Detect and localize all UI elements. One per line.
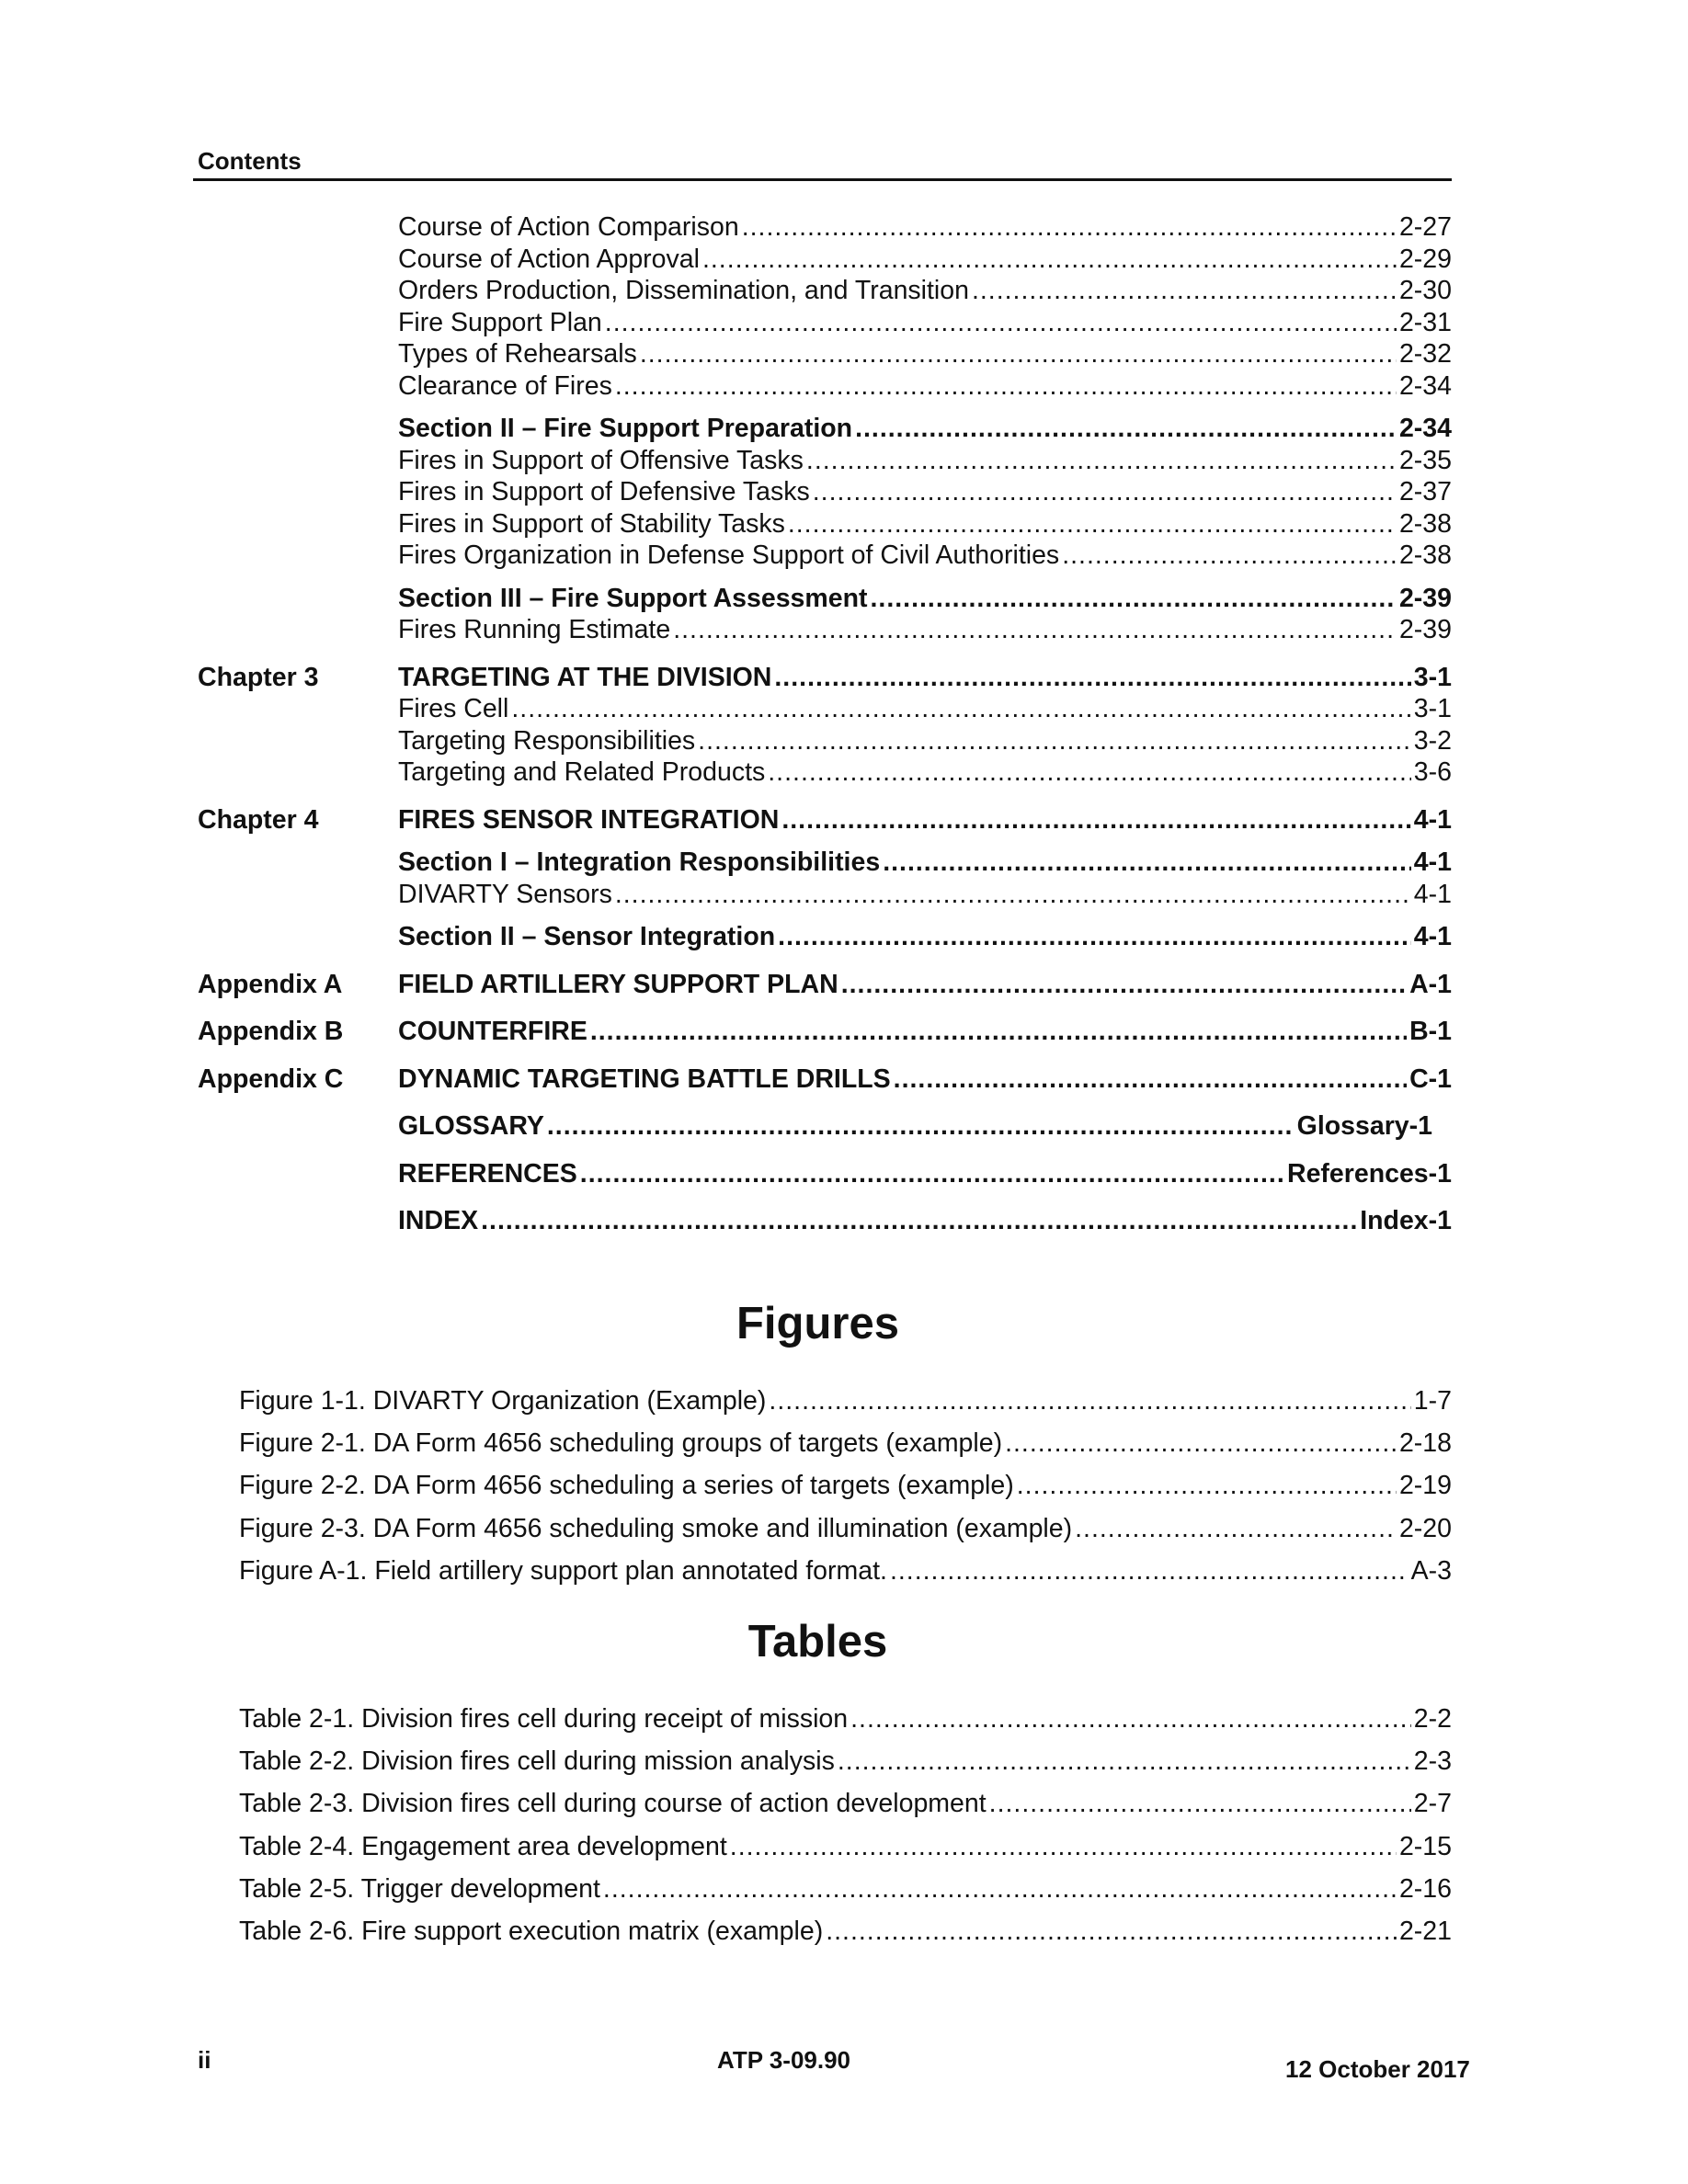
dot-leader [615,879,1411,911]
footer-page-number: ii [198,2046,211,2074]
table-entry[interactable] [239,1698,1452,1740]
toc-entry-label: Chapter 3 [198,662,319,692]
dot-leader [894,1064,1407,1096]
table-of-contents [198,211,1452,1237]
dot-leader [989,1782,1411,1825]
toc-entry-title: TARGETING AT THE DIVISION [398,662,772,692]
dot-leader [511,693,1410,725]
dot-leader [673,614,1397,646]
toc-entry-page: 2-7 [1413,1789,1452,1819]
toc-entry[interactable] [198,211,1452,244]
toc-entry-page: B-1 [1409,1017,1452,1046]
dot-leader [850,1698,1411,1740]
toc-entry-title: Clearance of Fires [398,370,612,401]
toc-entry-page: C-1 [1409,1064,1452,1094]
toc-entry[interactable] [198,662,1452,694]
dot-leader [547,1110,1295,1143]
toc-entry[interactable] [198,413,1452,445]
toc-entry-page: 2-27 [1398,212,1452,242]
toc-entry-page: 3-1 [1413,694,1452,723]
toc-entry-title: Course of Action Comparison [398,212,739,242]
toc-entry-title: Figure 2-3. DA Form 4656 scheduling smoke and illumination (example) [239,1513,1073,1543]
toc-entry-title: Fires Cell [398,694,509,723]
toc-entry-title: Fires Organization in Defense Support of Civil Authorities [398,540,1060,570]
toc-entry-title: Table 2-3. Division fires cell during course of action development [239,1789,987,1819]
dot-leader [730,1826,1397,1868]
toc-entry-title: Fires Running Estimate [398,615,671,644]
toc-entry-page: 2-35 [1398,445,1452,475]
toc-entry-page: 4-1 [1413,847,1452,877]
dot-leader [838,1740,1411,1782]
toc-entry-page: 2-34 [1398,414,1452,443]
toc-entry-title: Fire Support Plan [398,307,602,337]
dot-leader [841,969,1407,1001]
toc-entry-title: Table 2-4. Engagement area development [239,1831,727,1861]
toc-entry-title: Section II – Fire Support Preparation [398,414,853,443]
tables-list [239,1698,1452,1952]
toc-entry-page: 3-1 [1413,662,1452,692]
dot-leader [788,508,1397,540]
dot-leader [774,662,1410,694]
toc-entry-title: FIELD ARTILLERY SUPPORT PLAN [398,969,838,999]
dot-leader [778,921,1411,953]
toc-entry-title: Table 2-2. Division fires cell during mission analysis [239,1746,835,1777]
dot-leader [698,725,1411,757]
toc-entry[interactable] [198,1064,1452,1096]
dot-leader [1062,540,1397,572]
toc-entry-title: Fires in Support of Stability Tasks [398,508,785,539]
toc-entry-title: DYNAMIC TARGETING BATTLE DRILLS [398,1064,891,1094]
table-entry[interactable] [239,1782,1452,1825]
toc-entry-label: Appendix C [198,1064,344,1094]
toc-entry-title: Orders Production, Dissemination, and Transition [398,276,969,305]
dot-leader [890,1550,1409,1592]
figure-entry[interactable] [239,1507,1452,1550]
dot-leader [1075,1507,1397,1550]
dot-leader [826,1910,1397,1952]
toc-entry[interactable] [198,275,1452,307]
toc-entry[interactable] [198,307,1452,339]
toc-entry-title: Fires in Support of Offensive Tasks [398,445,804,475]
dot-leader [590,1016,1407,1048]
toc-entry-page: 1-7 [1413,1386,1452,1416]
toc-entry-page: References-1 [1286,1158,1452,1189]
toc-entry-title: Table 2-6. Fire support execution matrix (example) [239,1916,824,1946]
toc-entry-page: 4-1 [1413,804,1452,835]
dot-leader [481,1205,1357,1237]
dot-leader [781,804,1410,836]
toc-entry[interactable] [198,476,1452,508]
dot-leader [605,307,1397,339]
toc-entry-title: Figure 1-1. DIVARTY Organization (Example) [239,1386,767,1416]
toc-entry[interactable] [198,244,1452,276]
toc-entry-page: 2-34 [1398,370,1452,401]
toc-entry-title: Figure 2-2. DA Form 4656 scheduling a series of targets (example) [239,1471,1014,1501]
toc-entry-title: Course of Action Approval [398,244,700,274]
toc-entry[interactable] [198,693,1452,725]
toc-entry[interactable] [198,338,1452,370]
toc-entry-title: INDEX [398,1206,479,1235]
toc-entry-page: 2-29 [1398,244,1452,274]
toc-entry[interactable] [198,445,1452,477]
dot-leader [871,583,1397,615]
toc-entry[interactable] [198,1016,1452,1048]
toc-entry-page: 2-3 [1413,1746,1452,1777]
toc-entry-title: Table 2-5. Trigger development [239,1873,600,1904]
figures-heading: Figures [736,1299,899,1348]
dot-leader [813,476,1397,508]
toc-entry-title: Table 2-1. Division fires cell during receipt of mission [239,1704,849,1734]
toc-entry[interactable] [198,583,1452,615]
toc-entry-page: 3-6 [1413,757,1452,787]
footer-publication: ATP 3-09.90 [717,2046,851,2074]
toc-entry-label: Appendix B [198,1017,344,1046]
header-rule [193,178,1452,181]
toc-entry[interactable] [198,921,1452,953]
toc-entry-page: 2-18 [1398,1428,1452,1459]
toc-entry-title: Targeting Responsibilities [398,725,696,756]
toc-entry-title: Section I – Integration Responsibilities [398,847,881,877]
table-entry[interactable] [239,1868,1452,1910]
toc-entry-page: 2-38 [1398,508,1452,539]
toc-entry-title: FIRES SENSOR INTEGRATION [398,804,780,835]
dot-leader [615,370,1397,403]
toc-entry-page: Glossary-1 [1296,1111,1432,1141]
toc-entry-page: 2-15 [1398,1831,1452,1861]
table-entry[interactable] [239,1740,1452,1782]
toc-entry-title: DIVARTY Sensors [398,879,612,909]
toc-entry[interactable] [198,614,1452,646]
dot-leader [640,338,1397,370]
toc-entry-title: COUNTERFIRE [398,1017,587,1046]
table-entry[interactable] [239,1826,1452,1868]
toc-entry-title: Fires in Support of Defensive Tasks [398,477,810,506]
figure-entry[interactable] [239,1422,1452,1464]
toc-entry-page: 2-30 [1398,276,1452,305]
figure-entry[interactable] [239,1464,1452,1507]
toc-entry-title: Figure 2-1. DA Form 4656 scheduling groups of targets (example) [239,1428,1003,1459]
toc-entry-page: 2-38 [1398,540,1452,570]
toc-entry[interactable] [198,370,1452,403]
figures-list [239,1380,1452,1592]
running-head: Contents [198,147,302,175]
dot-leader [972,275,1397,307]
toc-entry-page: 2-2 [1413,1704,1452,1734]
toc-entry-page: 2-37 [1398,477,1452,506]
dot-leader [769,1380,1410,1422]
toc-entry[interactable] [198,508,1452,540]
toc-entry[interactable] [198,1205,1452,1237]
toc-entry-page: 2-20 [1398,1513,1452,1543]
toc-entry[interactable] [198,969,1452,1001]
dot-leader [806,445,1397,477]
dot-leader [580,1158,1284,1190]
toc-entry-page: 2-39 [1398,583,1452,613]
toc-entry-label: Chapter 4 [198,804,319,835]
toc-entry-page: 2-21 [1398,1916,1452,1946]
toc-entry[interactable] [198,756,1452,789]
toc-entry-page: 2-39 [1398,615,1452,644]
toc-entry-title: GLOSSARY [398,1111,544,1141]
toc-entry-title: REFERENCES [398,1158,577,1189]
toc-entry-page: 4-1 [1413,922,1452,951]
dot-leader [742,211,1397,244]
dot-leader [883,847,1411,879]
figure-entry[interactable] [239,1380,1452,1422]
figure-entry[interactable] [239,1550,1452,1592]
toc-entry-page: 2-31 [1398,307,1452,337]
toc-entry-page: 2-32 [1398,339,1452,369]
toc-entry[interactable] [198,804,1452,836]
toc-entry-page: 2-19 [1398,1471,1452,1501]
toc-entry[interactable] [198,847,1452,879]
toc-entry-title: Section III – Fire Support Assessment [398,583,868,613]
toc-entry-page: 4-1 [1413,879,1452,909]
table-entry[interactable] [239,1910,1452,1952]
toc-entry-page: Index-1 [1360,1206,1452,1235]
toc-entry-title: Types of Rehearsals [398,339,637,369]
toc-entry-page: 2-16 [1398,1873,1452,1904]
toc-entry-page: A-1 [1409,969,1452,999]
toc-entry-title: Targeting and Related Products [398,757,766,787]
toc-entry[interactable] [198,1158,1452,1190]
footer-date: 12 October 2017 [1285,2055,1470,2083]
toc-entry[interactable] [198,725,1452,757]
toc-entry-page: A-3 [1410,1555,1452,1586]
dot-leader [702,244,1397,276]
toc-entry-title: Figure A-1. Field artillery support plan annotated format. [239,1555,887,1586]
toc-entry-page: 3-2 [1413,725,1452,756]
toc-entry[interactable] [198,1110,1432,1143]
dot-leader [855,413,1397,445]
toc-entry[interactable] [198,879,1452,911]
dot-leader [1005,1422,1397,1464]
tables-heading: Tables [747,1617,888,1666]
toc-entry[interactable] [198,540,1452,572]
toc-entry-label: Appendix A [198,969,343,999]
dot-leader [768,756,1411,789]
dot-leader [603,1868,1397,1910]
toc-entry-title: Section II – Sensor Integration [398,922,776,951]
dot-leader [1017,1464,1397,1507]
